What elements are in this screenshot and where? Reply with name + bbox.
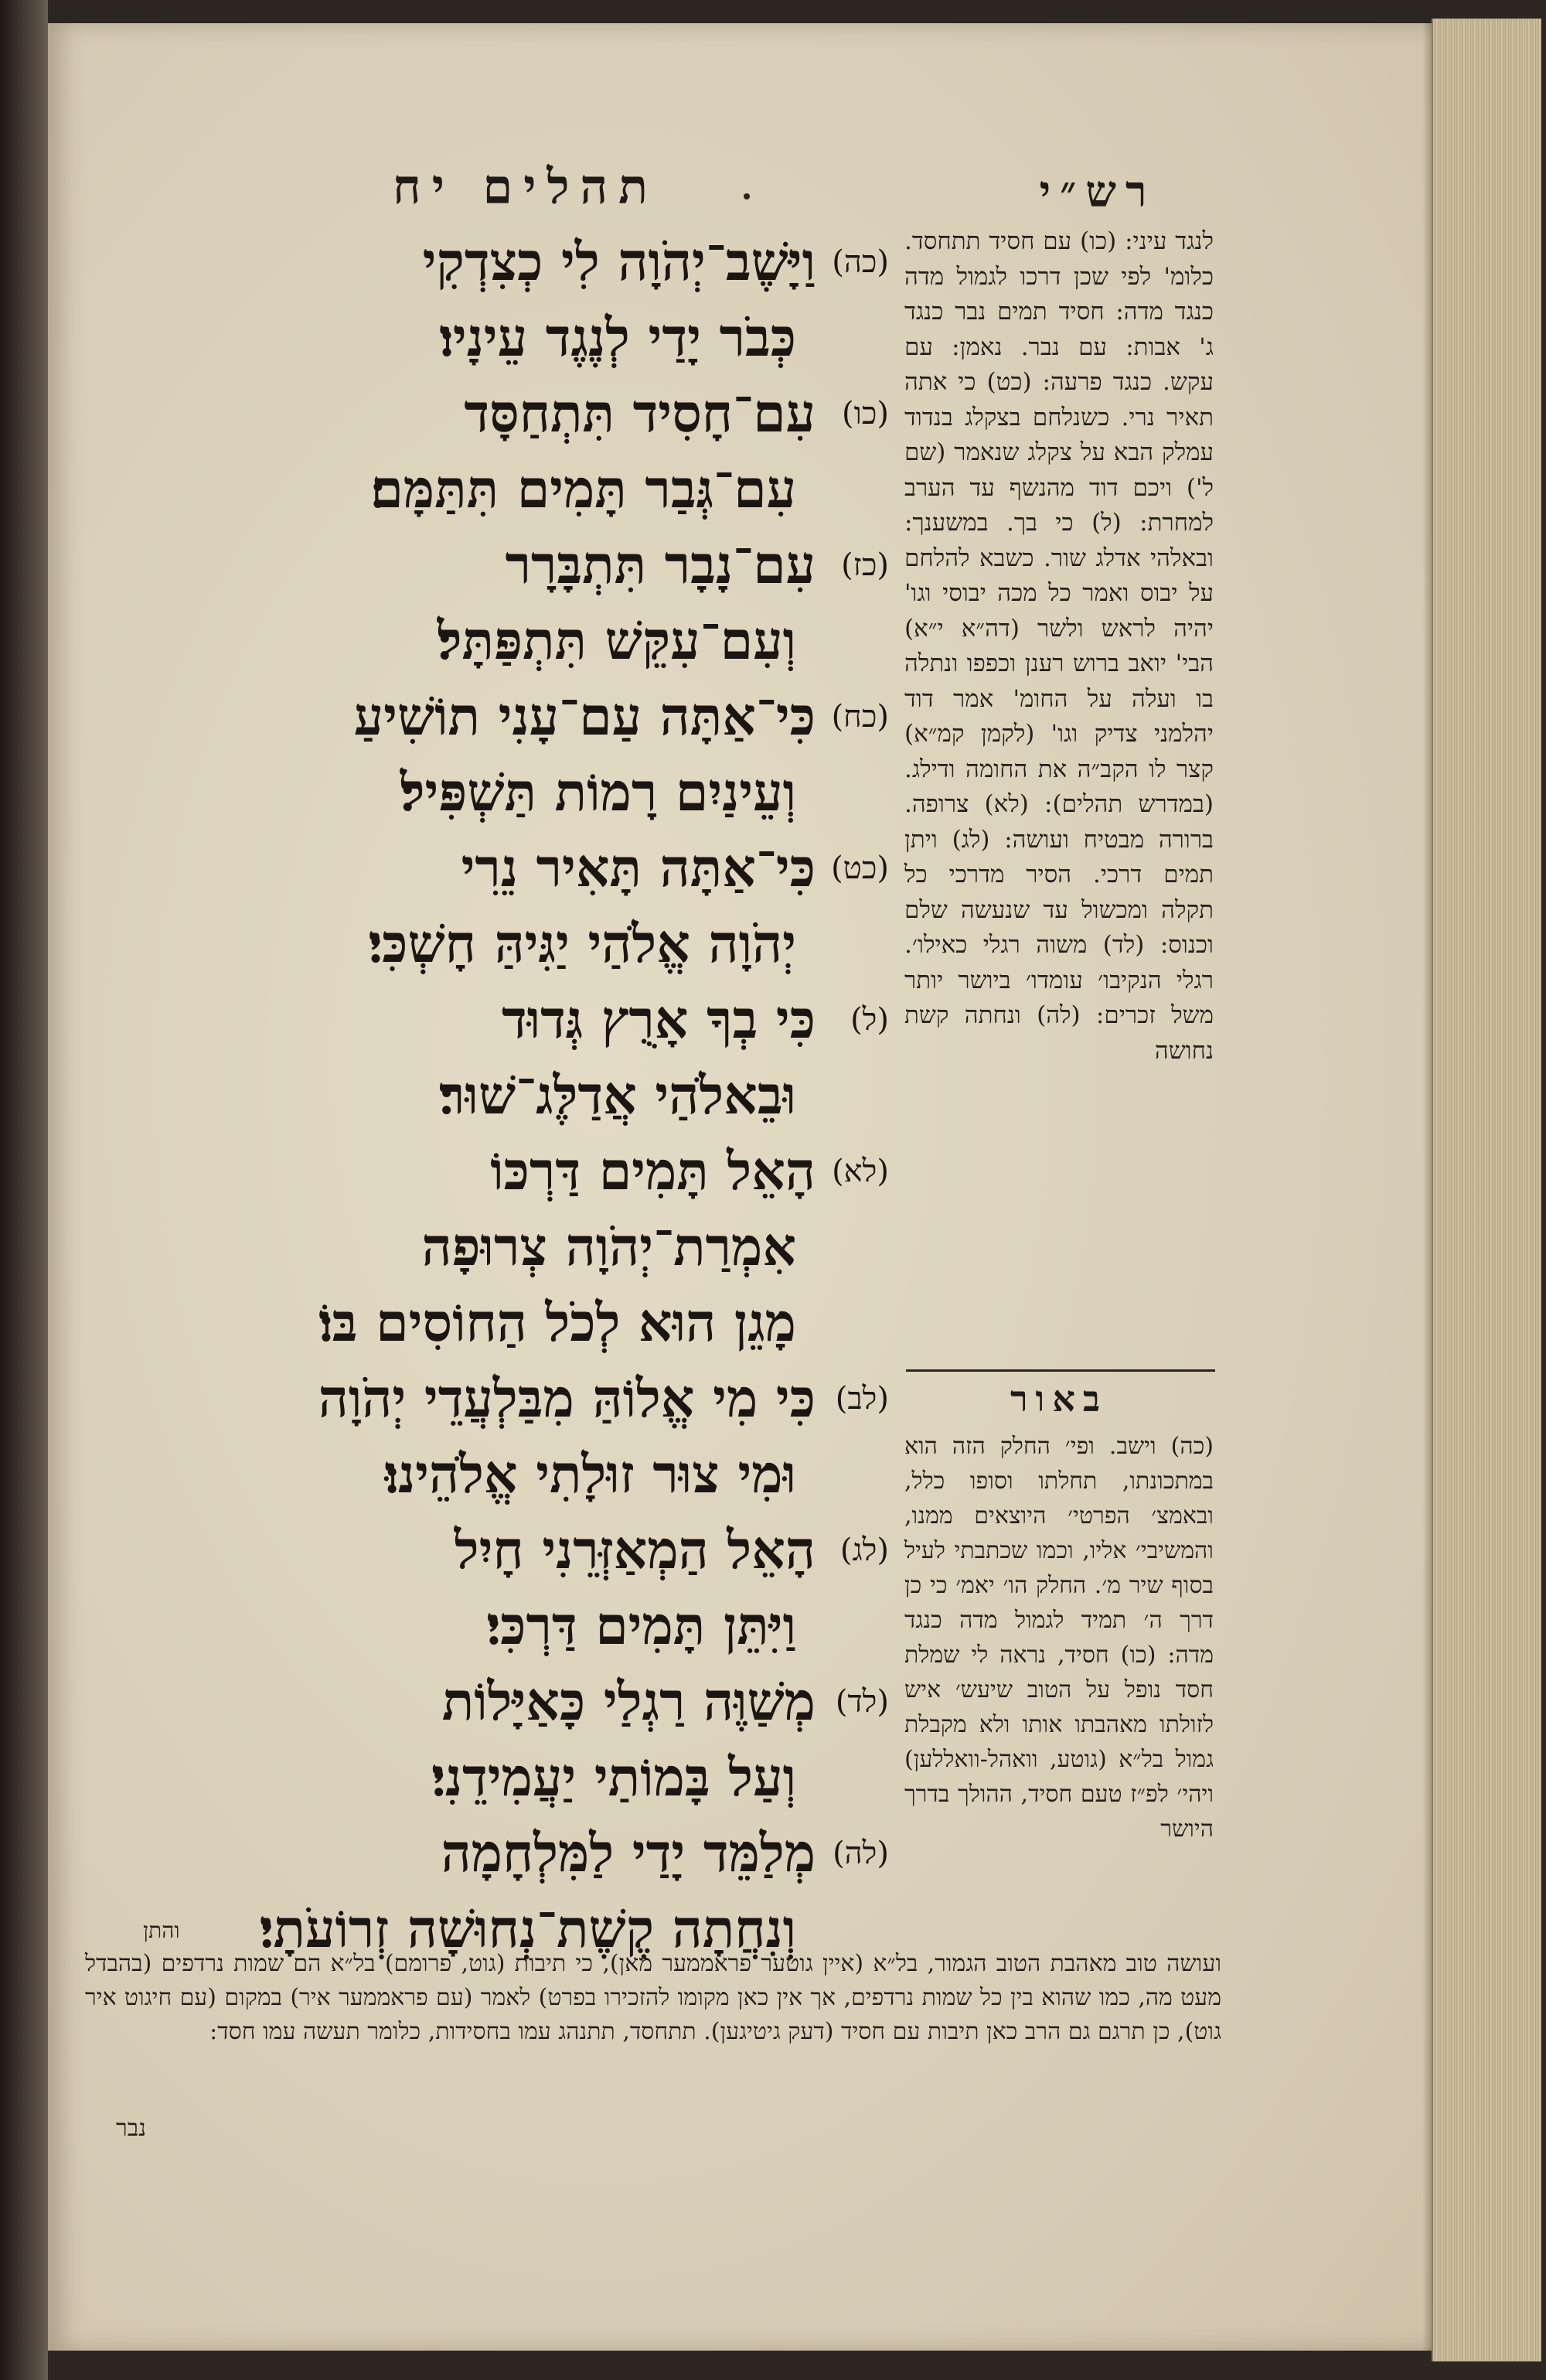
verse-number: (ל) [850, 1002, 889, 1038]
page-catchword: נבר [116, 2115, 146, 2142]
verse-text: וְעִם־עִקֵּשׁ תִּתְפַּתָּל׃ [437, 610, 796, 672]
column-catchword: והתן [143, 1918, 180, 1943]
verse-text: כִּי־אַתָּה עַם־עָנִי תוֹשִׁיעַ [353, 686, 816, 748]
verse-line [155, 1664, 889, 1740]
verse-line [155, 452, 889, 527]
verse-text: כִּי מִי אֱלוֹהַּ מִבַּלְעֲדֵי יְהֹוָה [318, 1368, 816, 1430]
verse-line [155, 679, 889, 755]
verse-text: וְנִחֲתָה קֶשֶׁת־נְחוּשָׁה זְרוֹעֹתָי׃ [259, 1898, 796, 1960]
verse-line [155, 1816, 889, 1891]
verse-line [155, 982, 889, 1058]
verse-text: מָגֵן הוּא לְכֹל הַחוֹסִים בּוֹ׃ [318, 1292, 796, 1354]
verse-line [155, 1361, 889, 1437]
verse-text: וְעֵינַיִם רָמוֹת תַּשְׁפִּיל׃ [400, 762, 796, 823]
verse-line [155, 1285, 889, 1361]
verse-text: מְשַׁוֶּה רַגְלַי כָּאַיָּלוֹת [441, 1671, 816, 1733]
biur-heading: באור [1010, 1378, 1108, 1420]
verse-number: (לד) [835, 1684, 889, 1720]
verse-number: (כח) [831, 699, 889, 735]
verse-line [155, 1058, 889, 1134]
verse-text: אִמְרַת־יְהֹוָה צְרוּפָה [421, 1216, 796, 1278]
verse-text: וַיִּתֵּן תָּמִים דַּרְכִּי׃ [486, 1595, 796, 1657]
verse-number: (כו) [842, 396, 889, 431]
commentary-title: רש״י [1039, 166, 1156, 217]
biur-commentary: (כה) וישב. ופי׳ החלק הזה הוא במתכונתו, תחלתו וסופו כלל, ובאמצ׳ הפרטי׳ היוצאים ממנו, והמשיבי׳ אליו, וכמו שכתבתי לעיל בסוף שיר מ׳. החלק הו׳ יאמ׳ כי כן דרך ה׳ תמיד לגמול מדה כנגד מדה: (כו) חסיד, נראה לי שמלת חסד נופל על הטוב שיעש׳ איש לזולתו מאהבתו אותו ולא מקבלת גמול בל״א (גוטע, וואהל-וואללען) ויהי׳ לפ״ז טעם חסיד, ההולך בדרך היושר [904, 1433, 1214, 1843]
verse-text: כִּי בְךָ אָרֻץ גְּדוּד [501, 989, 816, 1051]
verse-text: עִם־נָבָר תִּתְבָּרָר [505, 534, 816, 596]
verse-line [155, 1740, 889, 1816]
verse-line [155, 527, 889, 603]
footnote-text: ועושה טוב מאהבת הטוב הגמור, בל״א (איין גוטער פראממער מאן), כי תיבות (גוט, פרומם) בל״א הם שמות נרדפים (בהבדל מעט מה, כמו שהוא בין כל שמות נרדפים, אך אין כאן מקומו להזכירו בפרט) לאמר (עם פראממער איר) במקום (עם חיגוט איר גוט), כן תרגם גם הרב כאן תיבות עם חסיד (דעק גיטיגען). תתחסד, תתנהג עמו בחסידות, כלומר תעשה עמו חסד: [85, 1950, 1221, 2045]
verse-number: (לה) [833, 1836, 889, 1871]
verse-text: יְהֹוָה אֱלֹהַי יַגִּיהַּ חָשְׁכִּי׃ [368, 913, 796, 975]
verse-number: (כז) [841, 547, 889, 583]
verse-text: כִּי־אַתָּה תָּאִיר נֵרִי [461, 837, 816, 899]
verse-text: הָאֵל תָּמִים דַּרְכּוֹ [490, 1141, 816, 1202]
verse-number: (כה) [832, 244, 889, 280]
verse-line [155, 1134, 889, 1209]
verse-text: וְעַל בָּמוֹתַי יַעֲמִידֵנִי׃ [431, 1747, 796, 1809]
verse-line [155, 1512, 889, 1588]
verse-text: כְּבֹר יָדַי לְנֶגֶד עֵינָיו׃ [439, 307, 796, 369]
verse-text: הָאֵל הַמְאַזְּרֵנִי חָיִל [454, 1519, 816, 1581]
verse-line [155, 224, 889, 300]
verse-number: (לג) [839, 1533, 889, 1568]
page-title: תהלים יח [393, 159, 659, 215]
verse-line [155, 1588, 889, 1664]
verse-line [155, 830, 889, 906]
verse-number: (לב) [835, 1381, 889, 1417]
verse-line [155, 755, 889, 830]
book-binding [0, 0, 48, 2380]
verse-text: עִם־גְּבַר תָּמִים תִּתַּמָּם׃ [370, 459, 796, 520]
verse-line [155, 376, 889, 452]
page-edges [1432, 19, 1541, 2361]
verse-line [155, 1209, 889, 1285]
verse-text: וּמִי צוּר זוּלָתִי אֱלֹהֵינוּ׃ [384, 1444, 796, 1505]
header-divider-dot [744, 193, 750, 199]
verse-text: וּבֵאלֹהַי אֲדַלֶּג־שׁוּר׃ [439, 1065, 796, 1127]
verse-number: (כט) [831, 851, 889, 886]
verse-line [155, 603, 889, 679]
verse-text: וַיָּשֶׁב־יְהֹוָה לִי כְצִדְקִי [422, 231, 816, 293]
verse-text: מְלַמֵּד יָדַי לַמִּלְחָמָה [441, 1823, 816, 1884]
verse-text: עִם־חָסִיד תִּתְחַסָּד [464, 383, 816, 445]
verse-line [155, 1437, 889, 1512]
verse-line [155, 300, 889, 376]
rashi-commentary: לנגד עיני: (כו) עם חסיד תתחסד. כלומ' לפי שכן דרכו לגמול מדה כנגד מדה: חסיד תמים נבר כנגד ג' אבות: עם נבר. נאמן: עם עקש. כנגד פרעה: (כט) כי אתה תאיר נרי. כשנלחם בצקלג בנדוד עמלק הבא על צקלג שנאמר (שם ל') ויכם דוד מהנשף עד הערב למחרת: (ל) כי בך. במשענך: ובאלהי אדלג שור. כשבא להלחם על יבוס ואמר כל מכה יבוסי וגו' יהיה לראש ולשר (דה״א י״א) הבי' יואב ברוש רענן וכפפו ונתלה בו ועלה על החומ' אמר דוד יהלמני צדיק וגו' (לקמן קמ״א) קצר לו הקב״ה את החומה ודילג. (במדרש תהלים): (לא) צרופה. ברורה מבטיח ועושה: (לג) ויתן תמים דרכי. הסיר מדרכי כל תקלה ומכשול עד שנעשה שלם וכנוס: (לד) משוה רגלי כאילו׳. רגלי הנקיבו׳ עומדו׳ ביושר יותר משל זכרים: (לה) ונחתה קשת נחושה [904, 227, 1214, 1065]
verse-line [155, 906, 889, 982]
section-divider [906, 1369, 1215, 1372]
verse-number: (לא) [832, 1154, 889, 1189]
